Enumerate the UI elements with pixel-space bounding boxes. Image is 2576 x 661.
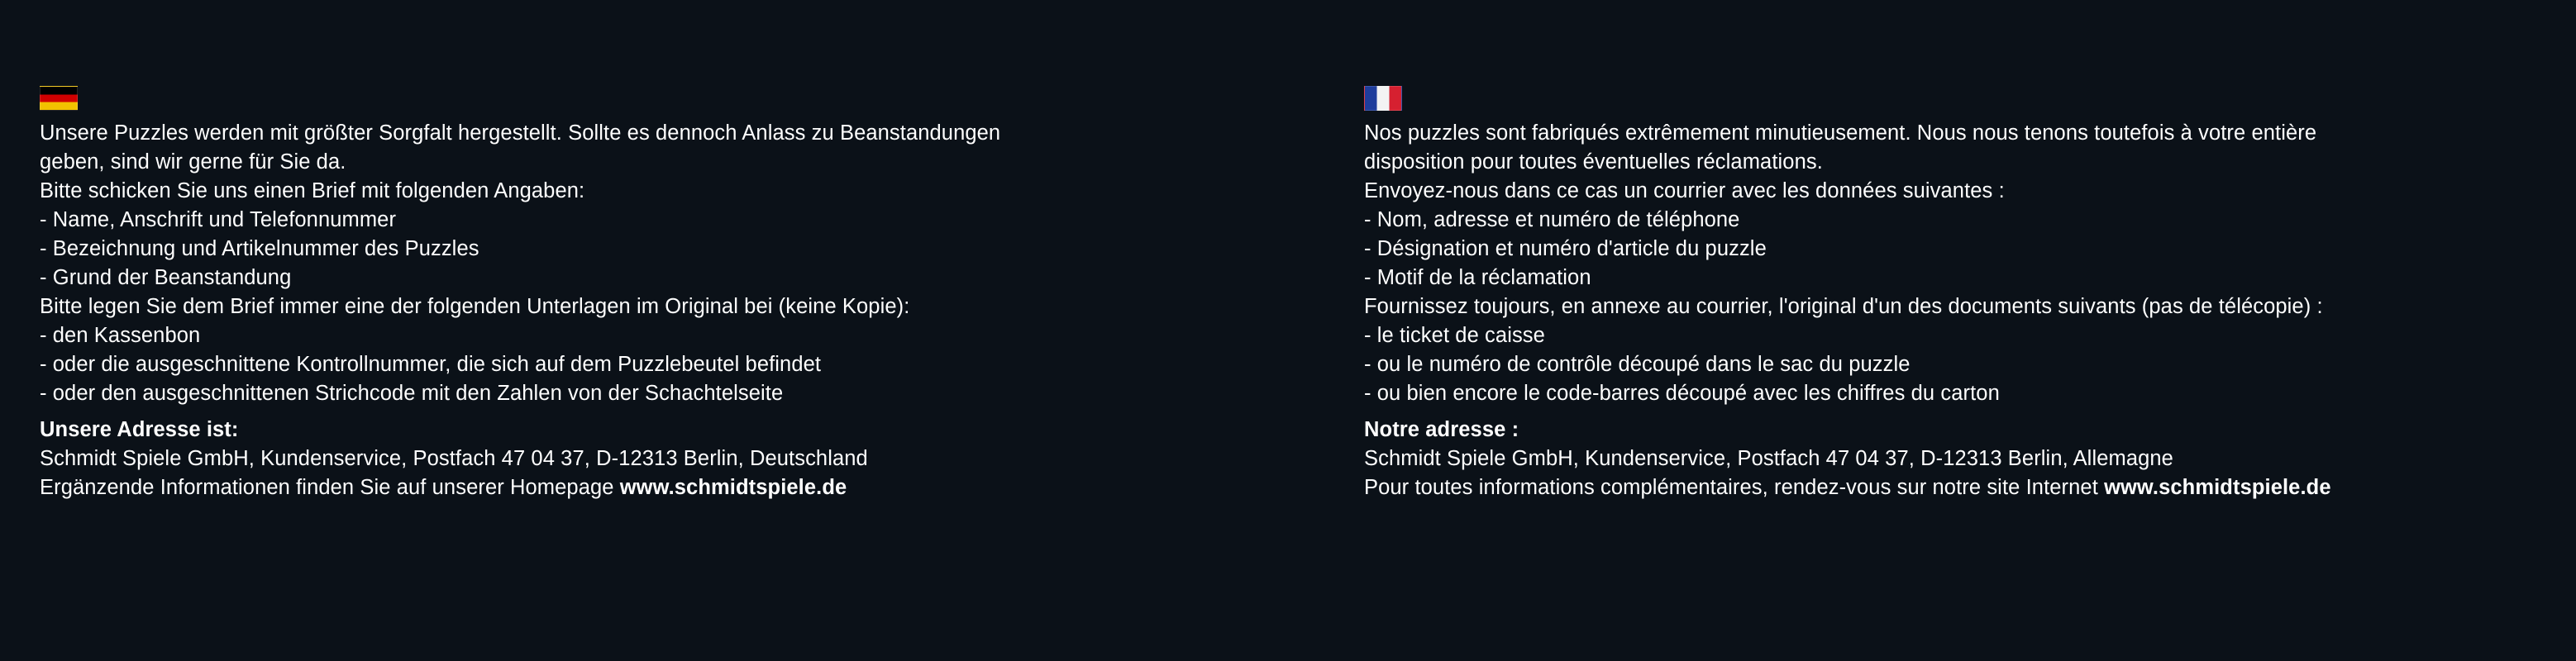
address-line: Schmidt Spiele GmbH, Kundenservice, Postfach 47 04 37, D-12313 Berlin, Deutschland xyxy=(40,447,868,470)
text-line: - Name, Anschrift und Telefonnummer xyxy=(40,208,397,231)
text-line: - oder den ausgeschnittenen Strichcode mit den Zahlen von der Schachtelseite xyxy=(40,382,784,405)
address-line: Schmidt Spiele GmbH, Kundenservice, Postfach 47 04 37, D-12313 Berlin, Allemagne xyxy=(1364,447,2173,470)
text-line: - oder die ausgeschnittene Kontrollnummer, die sich auf dem Puzzlebeutel befindet xyxy=(40,353,822,376)
text-line: - Motif de la réclamation xyxy=(1364,266,1591,289)
text-line: - Grund der Beanstandung xyxy=(40,266,292,289)
text-line: Fournissez toujours, en annexe au courrier, l'original d'un des documents suivants (pas de télécopie) : xyxy=(1364,295,2323,318)
homepage-url[interactable]: www.schmidtspiele.de xyxy=(2104,476,2331,499)
homepage-prefix: Ergänzende Informationen finden Sie auf unserer Homepage xyxy=(40,476,620,499)
text-line: Bitte legen Sie dem Brief immer eine der folgenden Unterlagen im Original bei (keine Kopie): xyxy=(40,295,910,318)
homepage-line xyxy=(40,473,1298,502)
text-line: Nos puzzles sont fabriqués extrêmement minutieusement. Nous nous tenons toutefois à votre entière xyxy=(1364,121,2317,145)
language-columns xyxy=(0,86,2576,502)
french-text-block xyxy=(1364,119,2576,502)
text-line: Unsere Puzzles werden mit größter Sorgfalt hergestellt. Sollte es dennoch Anlass zu Beanstandungen xyxy=(40,121,1001,145)
text-line: Envoyez-nous dans ce cas un courrier avec les données suivantes : xyxy=(1364,179,2005,202)
text-line: - Désignation et numéro d'article du puzzle xyxy=(1364,237,1767,260)
text-line: Bitte schicken Sie uns einen Brief mit folgenden Angaben: xyxy=(40,179,585,202)
homepage-prefix: Pour toutes informations complémentaires, rendez-vous sur notre site Internet xyxy=(1364,476,2105,499)
address-heading: Unsere Adresse ist: xyxy=(40,418,239,441)
text-line: - ou le numéro de contrôle découpé dans le sac du puzzle xyxy=(1364,353,1911,376)
text-line: - le ticket de caisse xyxy=(1364,324,1545,347)
text-line: - den Kassenbon xyxy=(40,324,201,347)
homepage-line xyxy=(1364,473,2576,502)
column-german xyxy=(0,86,1298,502)
column-french xyxy=(1298,86,2576,502)
flag-france-icon xyxy=(1364,86,1402,111)
address-heading: Notre adresse : xyxy=(1364,418,1519,441)
german-text-block xyxy=(40,119,1298,502)
homepage-url[interactable]: www.schmidtspiele.de xyxy=(619,476,847,499)
text-line: - ou bien encore le code-barres découpé avec les chiffres du carton xyxy=(1364,382,2000,405)
flag-germany-icon xyxy=(40,86,78,111)
text-line: geben, sind wir gerne für Sie da. xyxy=(40,150,346,174)
text-line: - Nom, adresse et numéro de téléphone xyxy=(1364,208,1740,231)
text-line: - Bezeichnung und Artikelnummer des Puzzles xyxy=(40,237,479,260)
text-line: disposition pour toutes éventuelles réclamations. xyxy=(1364,150,1823,174)
